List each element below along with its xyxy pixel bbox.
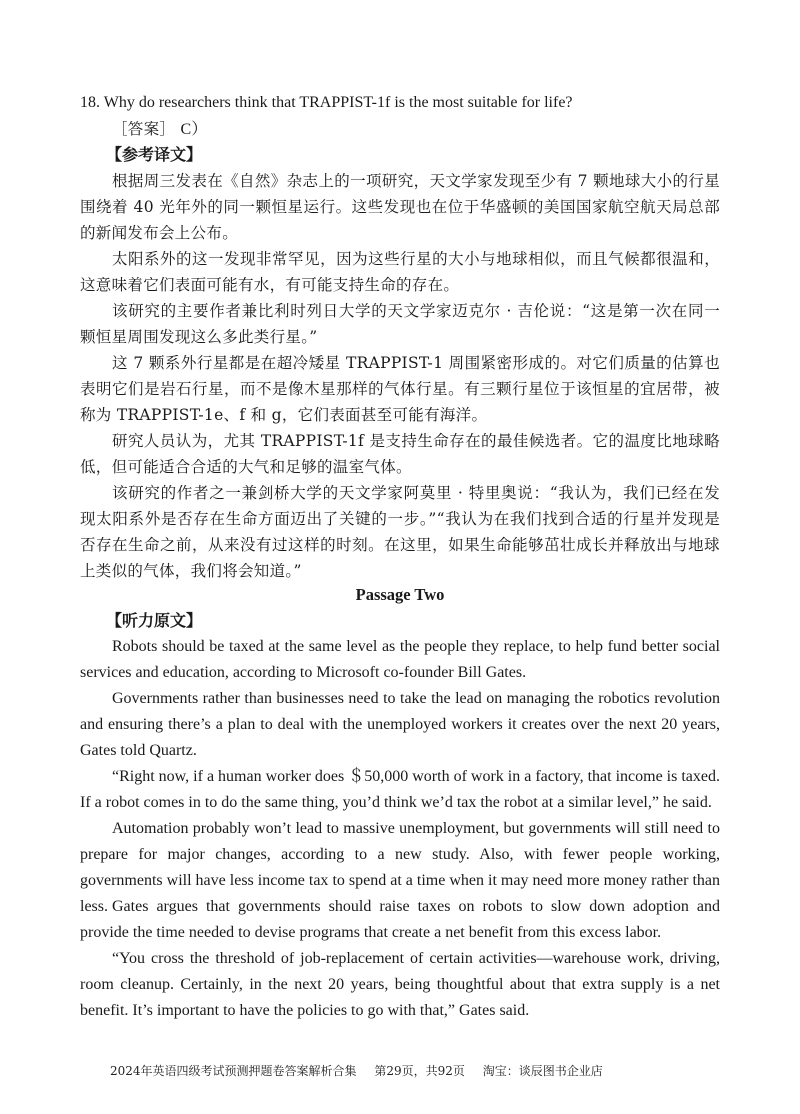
answer-label: ［答案］ <box>112 120 176 138</box>
footer-page-number: 第29页，共92页 <box>374 1064 465 1078</box>
answer-line <box>112 116 752 143</box>
page-footer <box>110 1063 710 1079</box>
footer-title: 2024年英语四级考试预测押题卷答案解析合集 <box>110 1064 357 1078</box>
translation-paragraph-4: 这 7 颗系外行星都是在超冷矮星 TRAPPIST-1 周围紧密形成的。对它们质量的估算也表明它们是岩石行星，而不是像木星那样的气体行星。有三颗行星位于该恒星的宜居带，被称为 TRAPPIST-1e、f 和 g，它们表面甚至可能有海洋。 <box>80 354 720 424</box>
translation-paragraph-1: 根据周三发表在《自然》杂志上的一项研究，天文学家发现至少有 7 颗地球大小的行星围绕着 40 光年外的同一颗恒星运行。这些发现也在位于华盛顿的美国国家航空航天局总部的新闻发布会上公布。 <box>80 172 720 242</box>
answer-value: C） <box>180 121 208 138</box>
question-text: 18. Why do researchers think that TRAPPIST-1f is the most suitable for life? <box>80 94 573 111</box>
translation-paragraph-3: 该研究的主要作者兼比利时列日大学的天文学家迈克尔 · 吉伦说：“这是第一次在同一颗恒星周围发现这么多此类行星。” <box>80 302 720 346</box>
passage-paragraph-1: Robots should be taxed at the same level as the people they replace, to help fund better social services and education, according to Microsoft co-founder Bill Gates. <box>80 638 720 681</box>
translation-paragraph-5: 研究人员认为，尤其 TRAPPIST-1f 是支持生命存在的最佳候选者。它的温度比地球略低，但可能适合合适的大气和足够的温室气体。 <box>80 432 720 476</box>
footer-shop: 淘宝：谈辰图书企业店 <box>482 1064 603 1078</box>
passage-paragraph-3: “Right now, if a human worker does ＄50,000 worth of work in a factory, that income is taxed. If a robot comes in to do the same thing, you’d think we’d tax the robot at a similar level,” he said. <box>80 768 720 811</box>
passage-paragraph-4: Automation probably won’t lead to massive unemployment, but governments will still need to prepare for major changes, according to a new study. Also, with fewer people working, governments will have less income tax to spend at a time when it may need more money rather than less. <box>80 820 720 915</box>
passage-paragraph-6: “You cross the threshold of job-replacement of certain activities—warehouse work, driving, room cleanup. Certainly, in the next 20 years, being thoughtful about that extra supply is a net benefit. It’s important to have the policies to go with that,” Gates said. <box>80 950 720 1019</box>
translation-paragraph-2: 太阳系外的这一发现非常罕见，因为这些行星的大小与地球相似，而且气候都很温和，这意味着它们表面可能有水，有可能支持生命的存在。 <box>80 250 720 294</box>
passage-heading: 【听力原文】 <box>106 611 203 630</box>
translation-heading: 【参考译文】 <box>106 145 203 164</box>
passage-title: Passage Two <box>355 585 445 604</box>
translation-paragraph-6: 该研究的作者之一兼剑桥大学的天文学家阿莫里 · 特里奥说：“我认为，我们已经在发现太阳系外是否存在生命方面迈出了关键的一步。”“我认为在我们找到合适的行星并发现是否存在生命之前，从来没有过这样的时刻。在这里，如果生命能够茁壮成长并释放出与地球上类似的气体，我们将会知道。” <box>80 484 720 580</box>
passage-paragraph-5: Gates argues that governments should raise taxes on robots to slow down adoption and provide the time needed to devise programs that create a net benefit from this excess labor. <box>80 898 720 941</box>
passage-paragraph-2: Governments rather than businesses need to take the lead on managing the robotics revolution and ensuring there’s a plan to deal with the unemployed workers it creates over the next 20 years, Gates told Quartz. <box>80 690 720 759</box>
